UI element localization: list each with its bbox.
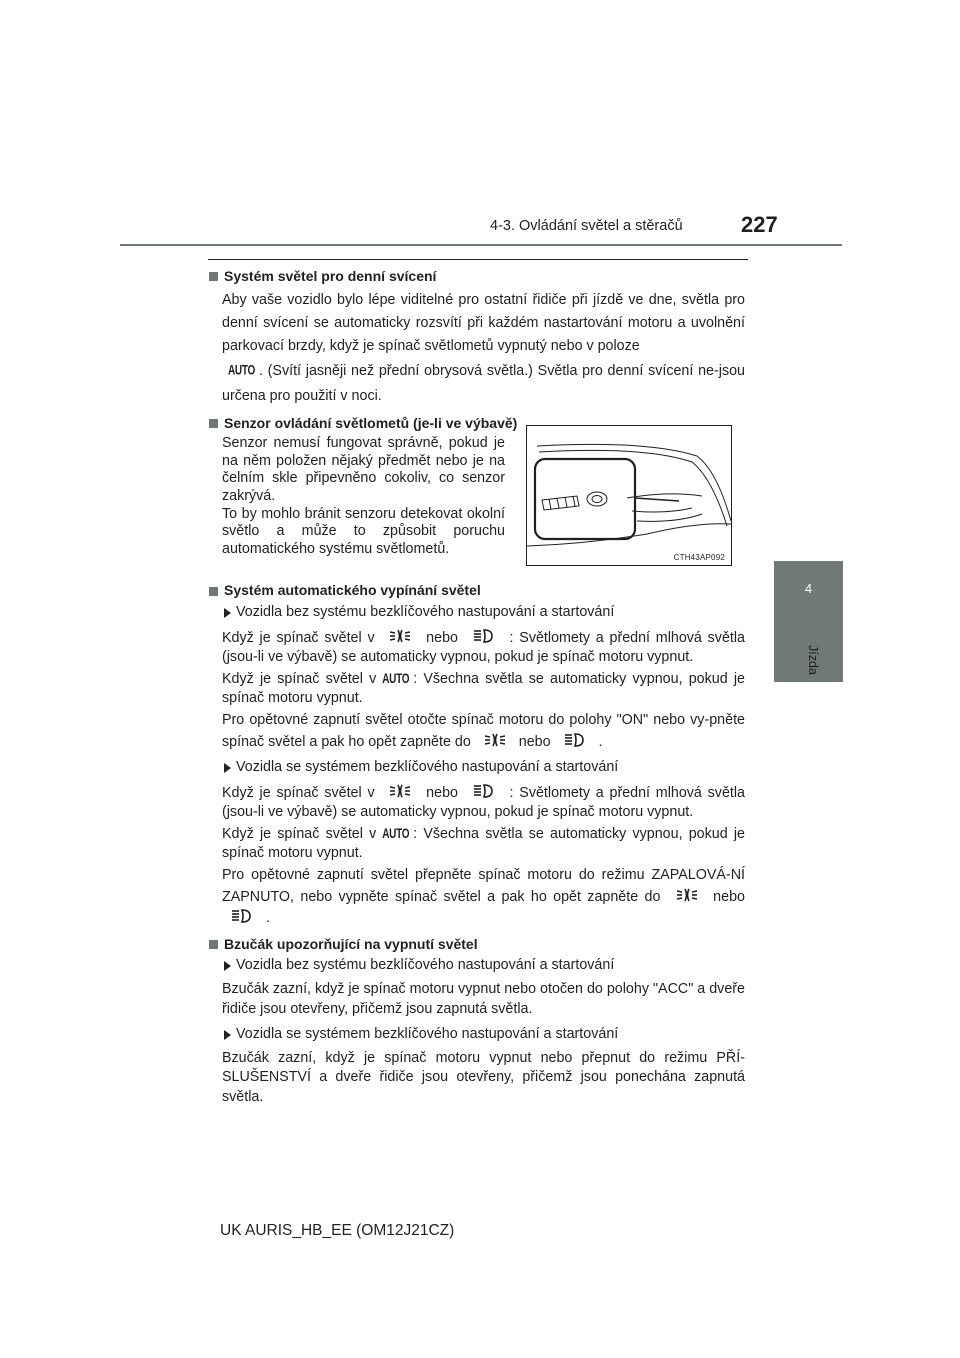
triangle-bullet-icon (224, 961, 231, 971)
text: : Všechna světla se automaticky vypnou, pokud je spínač motoru vypnut. (222, 825, 745, 862)
bullet-square-icon (209, 587, 218, 596)
subheading (222, 603, 745, 623)
footer-document-code: UK AURIS_HB_EE (OM12J21CZ) (220, 1222, 455, 1239)
text: nebo (426, 784, 458, 801)
triangle-bullet-icon (224, 608, 231, 618)
chapter-label: Jízda (806, 645, 820, 675)
headlight-icon (563, 731, 587, 749)
section-heading-drl (209, 267, 745, 287)
parking-light-icon (675, 886, 699, 904)
paragraph (222, 711, 745, 752)
subheading (222, 1025, 745, 1045)
windshield-sensor-drawing (527, 426, 731, 565)
paragraph: Aby vaše vozidlo bylo lépe viditelné pro ostatní řidiče při jízdě ve dne, světla pro denní svícení se automaticky rozsvítí při každém nastartování motoru a uvolnění parkovací brzdy, když je spínač světlometů vypnutý nebo v poloze (222, 291, 745, 354)
paragraph (222, 627, 745, 668)
subheading-text: Vozidla se systémem bezklíčového nastupování a startování (236, 1026, 619, 1043)
main-content (209, 264, 745, 1114)
text: nebo (426, 629, 458, 646)
paragraph (222, 782, 745, 823)
auto-icon: AUTO (382, 671, 410, 687)
text: nebo (518, 733, 551, 750)
text: . (598, 733, 603, 750)
parking-light-icon (483, 731, 507, 749)
sensor-illustration (526, 425, 732, 566)
text: Když je spínač světel v (222, 825, 377, 842)
header-rule (120, 244, 842, 246)
paragraph: Senzor nemusí fungovat správně, pokud je na něm položen nějaký předmět nebo je na čelním skle připevněno cokoliv, co senzor zakrývá. (222, 435, 505, 504)
auto-icon: AUTO (228, 363, 255, 379)
headlight-icon (472, 627, 496, 645)
auto-icon: AUTO (382, 826, 410, 842)
text: Když je spínač světel v (222, 629, 375, 646)
section-heading-auto-off (209, 581, 745, 601)
sensor-text (222, 435, 505, 558)
page-number: 227 (741, 212, 778, 237)
bullet-square-icon (209, 419, 218, 428)
subheading (222, 956, 745, 976)
paragraph: To by mohlo bránit senzoru detekovat okolní světlo a může to způsobit poruchu automatického systému světlometů. (222, 505, 505, 557)
heading-text: Senzor ovládání světlometů (je-li ve výbavě) (224, 414, 518, 431)
heading-text: Systém automatického vypínání světel (224, 582, 481, 599)
heading-text: Systém světel pro denní svícení (224, 268, 437, 284)
headlight-icon (472, 782, 496, 800)
paragraph (222, 359, 745, 408)
text: : Světlomety a přední mlhová světla (jsou-li ve výbavě) se automaticky vypnou, pokud je spínač motoru vypnut. (222, 629, 745, 666)
parking-light-icon (388, 627, 412, 645)
text: . (265, 910, 270, 927)
paragraph (222, 670, 745, 709)
paragraph-text: . (Svítí jasněji než přední obrysová světla.) Světla pro denní svícení ne-jsou určena pro použití v noci. (222, 362, 745, 404)
paragraph: Bzučák zazní, když je spínač motoru vypnut nebo otočen do polohy "ACC" a dveře řidiče jsou otevřeny, přičemž jsou zapnutá světla. (222, 981, 745, 1017)
text: Pro opětovné zapnutí světel otočte spínač motoru do polohy "ON" nebo vy-pněte spínač světel a pak ho opět zapněte do (222, 711, 745, 750)
subheading (222, 758, 745, 778)
text: nebo (713, 888, 745, 905)
chapter-number: 4 (804, 581, 813, 596)
top-rule (208, 259, 748, 260)
parking-light-icon (388, 782, 412, 800)
triangle-bullet-icon (224, 1030, 231, 1040)
header-section-title: 4-3. Ovládání světel a stěračů (490, 218, 683, 234)
section-heading-buzzer (209, 935, 745, 955)
headlight-icon (230, 907, 254, 925)
triangle-bullet-icon (224, 763, 231, 773)
bullet-square-icon (209, 272, 218, 281)
subheading-text: Vozidla bez systému bezklíčového nastupování a startování (236, 957, 615, 974)
paragraph: Bzučák zazní, když je spínač motoru vypnut nebo přepnut do režimu PŘÍ-SLUŠENSTVÍ a dveře řidiče jsou otevřeny, přičemž jsou ponechána zapnutá světla. (222, 1049, 745, 1105)
text: Když je spínač světel v (222, 670, 377, 687)
paragraph (222, 866, 745, 929)
text: : Všechna světla se automaticky vypnou, pokud je spínač motoru vypnut. (222, 670, 745, 707)
text: Pro opětovné zapnutí světel přepněte spínač motoru do režimu ZAPALOVÁ-NÍ ZAPNUTO, nebo vypněte spínač světel a pak ho opět zapněte do (222, 867, 745, 905)
paragraph (222, 825, 745, 864)
text: Když je spínač světel v (222, 784, 375, 801)
text: : Světlomety a přední mlhová světla (jsou-li ve výbavě) se automaticky vypnou, pokud je spínač motoru vypnut. (222, 784, 745, 821)
subheading-text: Vozidla se systémem bezklíčového nastupování a startování (236, 759, 619, 776)
heading-text: Bzučák upozorňující na vypnutí světel (224, 935, 478, 952)
subheading-text: Vozidla bez systému bezklíčového nastupování a startování (236, 603, 615, 620)
bullet-square-icon (209, 940, 218, 949)
image-caption: CTH43AP092 (673, 553, 725, 562)
